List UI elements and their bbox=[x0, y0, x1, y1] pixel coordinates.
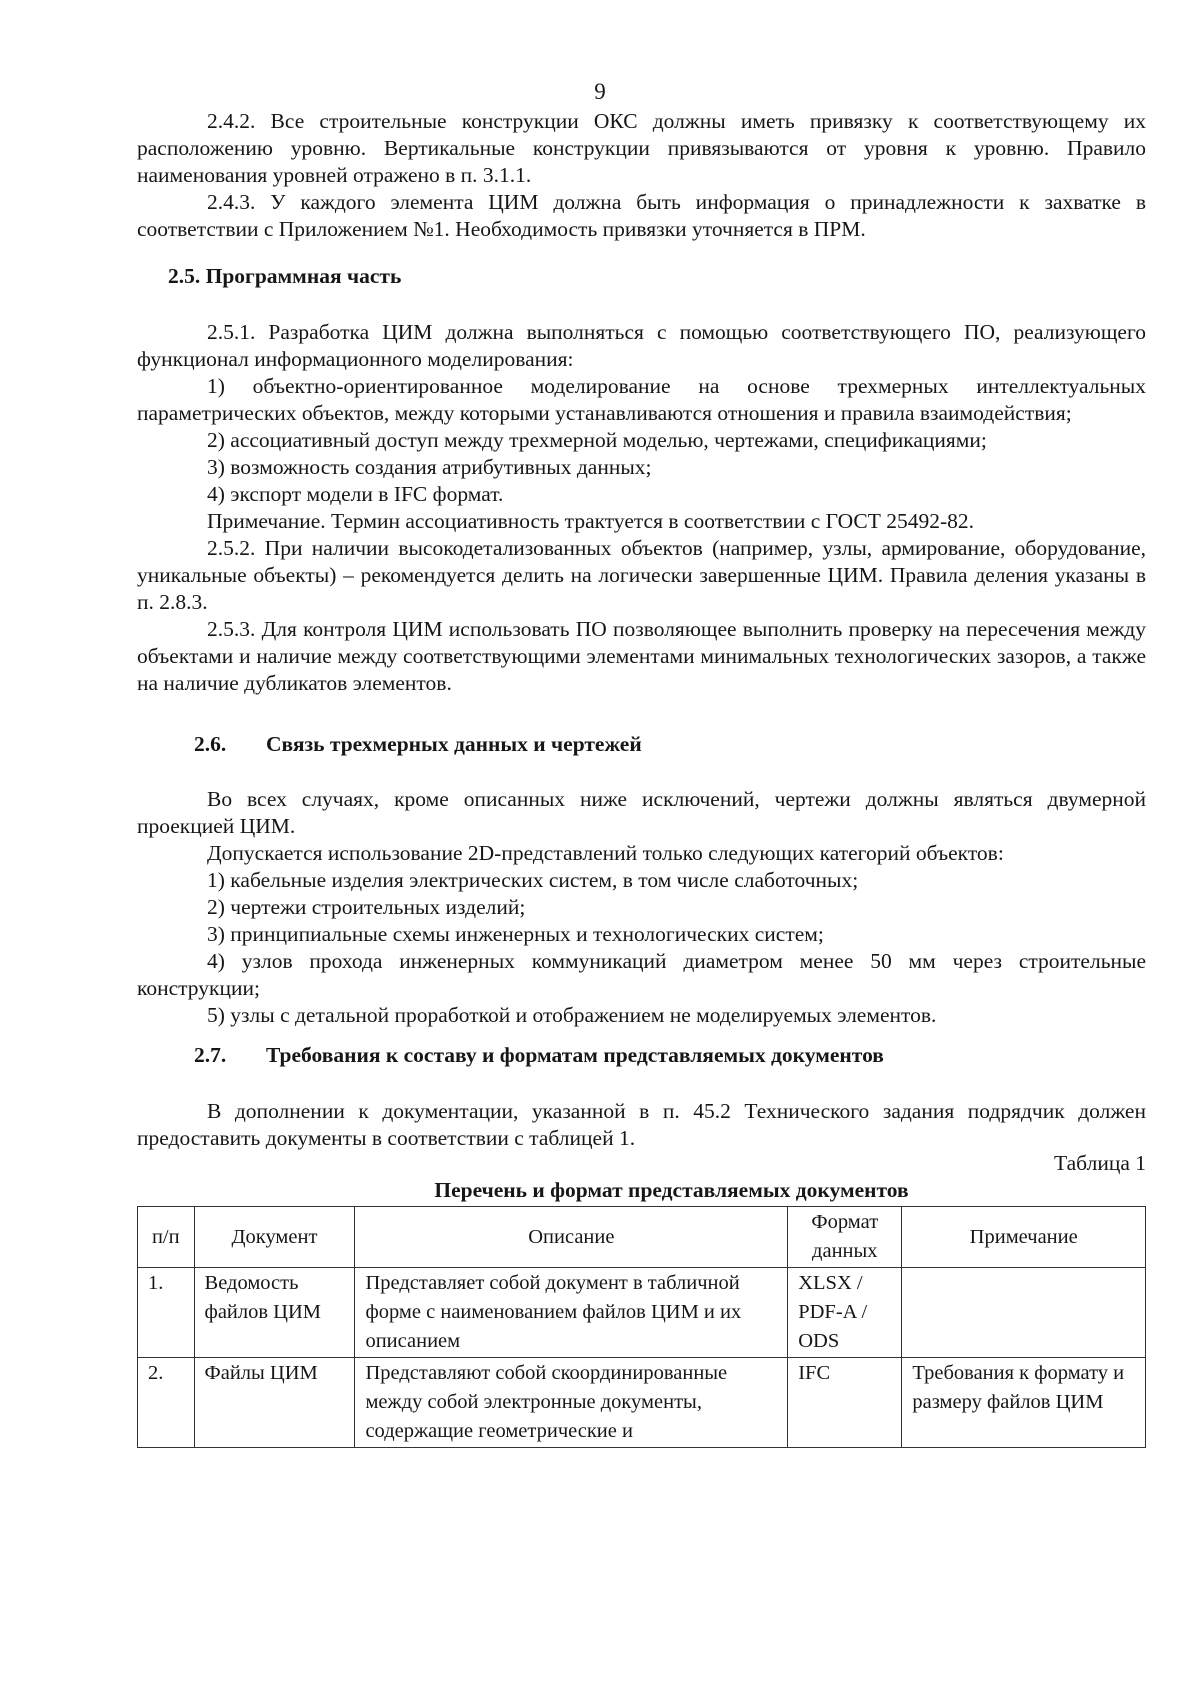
header-cell: Документ bbox=[194, 1207, 355, 1268]
heading-title: Требования к составу и форматам представляемых документов bbox=[266, 1043, 884, 1067]
section-2-6-block bbox=[137, 786, 1146, 1029]
table-cell: 1. bbox=[138, 1268, 195, 1358]
table-cell bbox=[902, 1268, 1146, 1358]
paragraph-2-6-1: Во всех случаях, кроме описанных ниже исключений, чертежи должны являться двумерной проекцией ЦИМ. bbox=[137, 787, 1146, 838]
list-item: 2) чертежи строительных изделий; bbox=[207, 895, 526, 919]
table-cell: XLSX / PDF-A / ODS bbox=[788, 1268, 902, 1358]
page-number: 9 bbox=[594, 79, 606, 104]
heading-title: Связь трехмерных данных и чертежей bbox=[266, 732, 642, 756]
paragraph-2-5-3: 2.5.3. Для контроля ЦИМ использовать ПО позволяющее выполнить проверку на пересечения между объектами и наличие между соответствующими элементами минимальных технологических зазоров, а также на наличие дубликатов элементов. bbox=[137, 617, 1146, 695]
table-cell: Файлы ЦИМ bbox=[194, 1358, 355, 1448]
table-header-row bbox=[138, 1207, 1146, 1268]
table-cell: Требования к формату и размеру файлов ЦИМ bbox=[902, 1358, 1146, 1448]
header-cell: Формат данных bbox=[788, 1207, 902, 1268]
documents-table-wrap bbox=[137, 1206, 1146, 1448]
heading-2-7 bbox=[194, 1042, 884, 1069]
table-cell: Ведомость файлов ЦИМ bbox=[194, 1268, 355, 1358]
section-2-5-block bbox=[137, 319, 1146, 697]
table-row bbox=[138, 1268, 1146, 1358]
documents-table bbox=[137, 1206, 1146, 1448]
paragraph-2-4-3: 2.4.3. У каждого элемента ЦИМ должна быть информация о принадлежности к захватке в соответствии с Приложением №1. Необходимость привязки уточняется в ПРМ. bbox=[137, 190, 1146, 241]
paragraph-2-7-1: В дополнении к документации, указанной в п. 45.2 Технического задания подрядчик должен предоставить документы в соответствии с таблицей 1. bbox=[137, 1099, 1146, 1150]
table-cell: 2. bbox=[138, 1358, 195, 1448]
paragraph-2-5-2: 2.5.2. При наличии высокодетализованных объектов (например, узлы, армирование, оборудование, уникальные объекты) – рекомендуется делить на логически завершенные ЦИМ. Правила деления указаны в п. 2.8.3. bbox=[137, 536, 1146, 614]
heading-2-5: 2.5. Программная часть bbox=[168, 264, 402, 288]
list-item: 2) ассоциативный доступ между трехмерной моделью, чертежами, спецификациями; bbox=[207, 428, 987, 452]
list-item: 4) экспорт модели в IFC формат. bbox=[207, 482, 504, 506]
table-label: Таблица 1 bbox=[1054, 1151, 1146, 1175]
list-item: 4) узлов прохода инженерных коммуникаций диаметром менее 50 мм через строительные конструкции; bbox=[137, 949, 1146, 1000]
header-cell: Описание bbox=[355, 1207, 788, 1268]
table-cell: Представляют собой скоординированные между собой электронные документы, содержащие геометрические и bbox=[355, 1358, 788, 1448]
list-item: 1) объектно-ориентированное моделирование на основе трехмерных интеллектуальных параметрических объектов, между которыми устанавливаются отношения и правила взаимодействия; bbox=[137, 374, 1146, 425]
table-cell: Представляет собой документ в табличной форме с наименованием файлов ЦИМ и их описанием bbox=[355, 1268, 788, 1358]
header-cell: п/п bbox=[138, 1207, 195, 1268]
note: Примечание. Термин ассоциативность трактуется в соответствии с ГОСТ 25492-82. bbox=[207, 509, 974, 533]
table-row bbox=[138, 1358, 1146, 1448]
paragraph-2-5-1: 2.5.1. Разработка ЦИМ должна выполняться с помощью соответствующего ПО, реализующего функционал информационного моделирования: bbox=[137, 320, 1146, 371]
list-item: 3) принципиальные схемы инженерных и технологических систем; bbox=[207, 922, 824, 946]
paragraph-2-4-2: 2.4.2. Все строительные конструкции ОКС должны иметь привязку к соответствующему их расположению уровню. Вертикальные конструкции привязываются от уровня к уровню. Правило наименования уровней отражено в п. 3.1.1. bbox=[137, 109, 1146, 187]
heading-number: 2.7. bbox=[194, 1043, 227, 1067]
paragraph-2-6-2: Допускается использование 2D-представлений только следующих категорий объектов: bbox=[207, 841, 1004, 865]
heading-2-6 bbox=[194, 731, 642, 758]
table-caption: Перечень и формат представляемых документов bbox=[434, 1178, 909, 1202]
list-item: 3) возможность создания атрибутивных данных; bbox=[207, 455, 652, 479]
table-cell: IFC bbox=[788, 1358, 902, 1448]
list-item: 5) узлы с детальной проработкой и отображением не моделируемых элементов. bbox=[207, 1003, 937, 1027]
header-cell: Примечание bbox=[902, 1207, 1146, 1268]
heading-number: 2.6. bbox=[194, 732, 227, 756]
list-item: 1) кабельные изделия электрических систем, в том числе слаботочных; bbox=[207, 868, 859, 892]
